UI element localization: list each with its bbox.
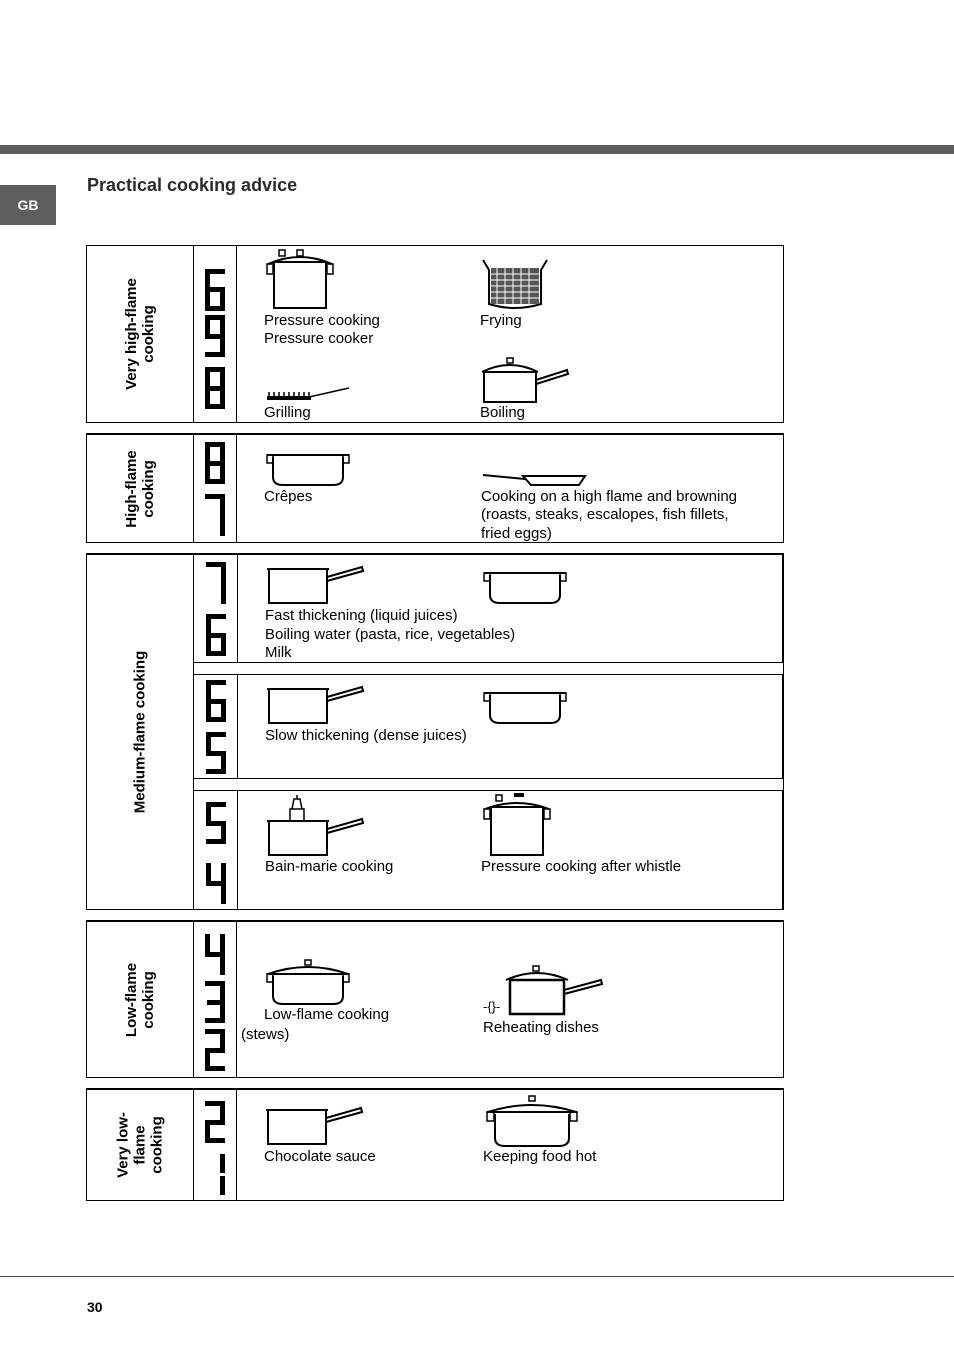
setting-column <box>193 435 237 542</box>
header-bar <box>0 145 954 154</box>
row-label-cell <box>87 922 194 1077</box>
setting-digit <box>201 268 229 312</box>
item-low-flame-cooking: Low-flame cooking <box>264 1006 390 1023</box>
item-text: Cooking on a high flame and browning <box>481 488 738 505</box>
row-label-cell <box>87 555 194 909</box>
row-label-line: cooking <box>140 305 157 363</box>
item-bain-marie: Bain-marie cooking <box>265 858 394 875</box>
pressure-cooker-whistle-icon <box>482 791 552 857</box>
row-low-flame <box>86 921 784 1078</box>
item-text: Milk <box>265 644 292 661</box>
row-label-cell <box>87 435 194 542</box>
row-label-line: Very low- <box>114 1112 132 1178</box>
casserole-icon <box>482 689 568 725</box>
row-label-line: flame <box>131 1125 149 1165</box>
row-very-high-flame <box>86 245 784 423</box>
setting-column <box>194 675 238 778</box>
frying-pan-icon <box>481 473 587 487</box>
setting-column <box>193 246 237 422</box>
item-grilling: Grilling <box>264 404 311 421</box>
footer-rule <box>0 1276 954 1277</box>
shallow-pan-icon <box>265 451 351 487</box>
setting-digit <box>201 441 229 485</box>
bain-marie-icon <box>266 795 366 857</box>
item-chocolate-sauce: Chocolate sauce <box>264 1148 376 1165</box>
setting-digit <box>202 731 230 775</box>
item-text: fried eggs) <box>481 525 552 542</box>
setting-digit <box>201 932 229 976</box>
setting-digit <box>201 1152 229 1196</box>
item-stews: (stews) <box>241 1026 290 1043</box>
setting-digit <box>202 561 230 605</box>
item-boiling: Boiling <box>480 404 526 421</box>
pressure-cooker-icon <box>265 248 335 310</box>
row-label-line: Very high-flame <box>123 278 140 390</box>
setting-column <box>194 555 238 662</box>
frying-basket-icon <box>481 258 549 310</box>
item-reheating-dishes: Reheating dishes <box>483 1019 599 1036</box>
item-text: Boiling water (pasta, rice, vegetables) <box>265 626 516 643</box>
setting-digit <box>201 1028 229 1072</box>
stew-pot-icon <box>485 1094 579 1148</box>
language-tab <box>0 185 56 225</box>
setting-digit <box>201 1100 229 1144</box>
setting-digit <box>202 613 230 657</box>
item-frying: Frying <box>480 312 522 329</box>
row-label-line: cooking <box>140 459 157 518</box>
row-label <box>123 962 157 1036</box>
item-crepes: Crêpes <box>264 488 313 505</box>
item-pressure-cooking <box>264 312 380 348</box>
row-label <box>115 1112 166 1178</box>
setting-column <box>193 1090 237 1200</box>
saucepan-lid-icon <box>481 356 571 404</box>
casserole-icon <box>482 569 568 605</box>
item-fast-thickening <box>265 607 515 662</box>
page-number: 30 <box>87 1299 103 1315</box>
setting-column <box>193 922 237 1077</box>
row-label-line: cooking <box>148 1116 166 1174</box>
row-label-line: High-flame <box>123 449 140 528</box>
setting-digit <box>201 493 229 537</box>
item-text: (roasts, steaks, escalopes, fish fillets, <box>481 506 729 523</box>
row-label-line: cooking <box>140 970 157 1029</box>
setting-digit <box>202 679 230 723</box>
item-slow-thickening: Slow thickening (dense juices) <box>265 727 467 744</box>
setting-digit <box>201 980 229 1024</box>
row-label-cell <box>87 1090 194 1200</box>
item-pressure-after-whistle: Pressure cooking after whistle <box>481 858 682 875</box>
row-label <box>123 450 157 528</box>
saucepan-icon <box>265 1106 365 1146</box>
saucepan-icon <box>266 565 366 605</box>
setting-column <box>194 791 238 909</box>
item-high-flame-browning <box>481 488 737 543</box>
subrow-slow-thickening <box>193 674 783 779</box>
setting-digit <box>202 861 230 905</box>
row-medium-flame <box>86 554 784 910</box>
item-text: Pressure cooking Pressure cooker <box>264 312 380 347</box>
item-text: Fast thickening (liquid juices) <box>265 607 458 624</box>
page-title: Practical cooking advice <box>87 175 298 195</box>
saucepan-lid-icon <box>505 964 605 1016</box>
saucepan-icon <box>266 685 366 725</box>
grill-icon <box>265 384 355 404</box>
row-label <box>132 651 149 814</box>
low-flame-symbol: -{}- <box>483 999 501 1014</box>
setting-digit <box>201 314 229 358</box>
row-label-line: Low-flame <box>123 962 140 1037</box>
setting-digit <box>201 366 229 410</box>
row-very-low-flame <box>86 1089 784 1201</box>
item-keeping-food-hot: Keeping food hot <box>483 1148 597 1165</box>
subrow-bain-marie <box>193 790 783 910</box>
setting-digit <box>202 801 230 845</box>
row-label-cell <box>87 246 194 422</box>
language-tab-label: GB <box>17 197 39 213</box>
row-label-line: Medium-flame cooking <box>131 650 149 814</box>
stew-pot-icon <box>265 958 351 1006</box>
subrow-fast-thickening <box>193 554 783 663</box>
row-high-flame <box>86 434 784 543</box>
row-label <box>123 278 157 390</box>
